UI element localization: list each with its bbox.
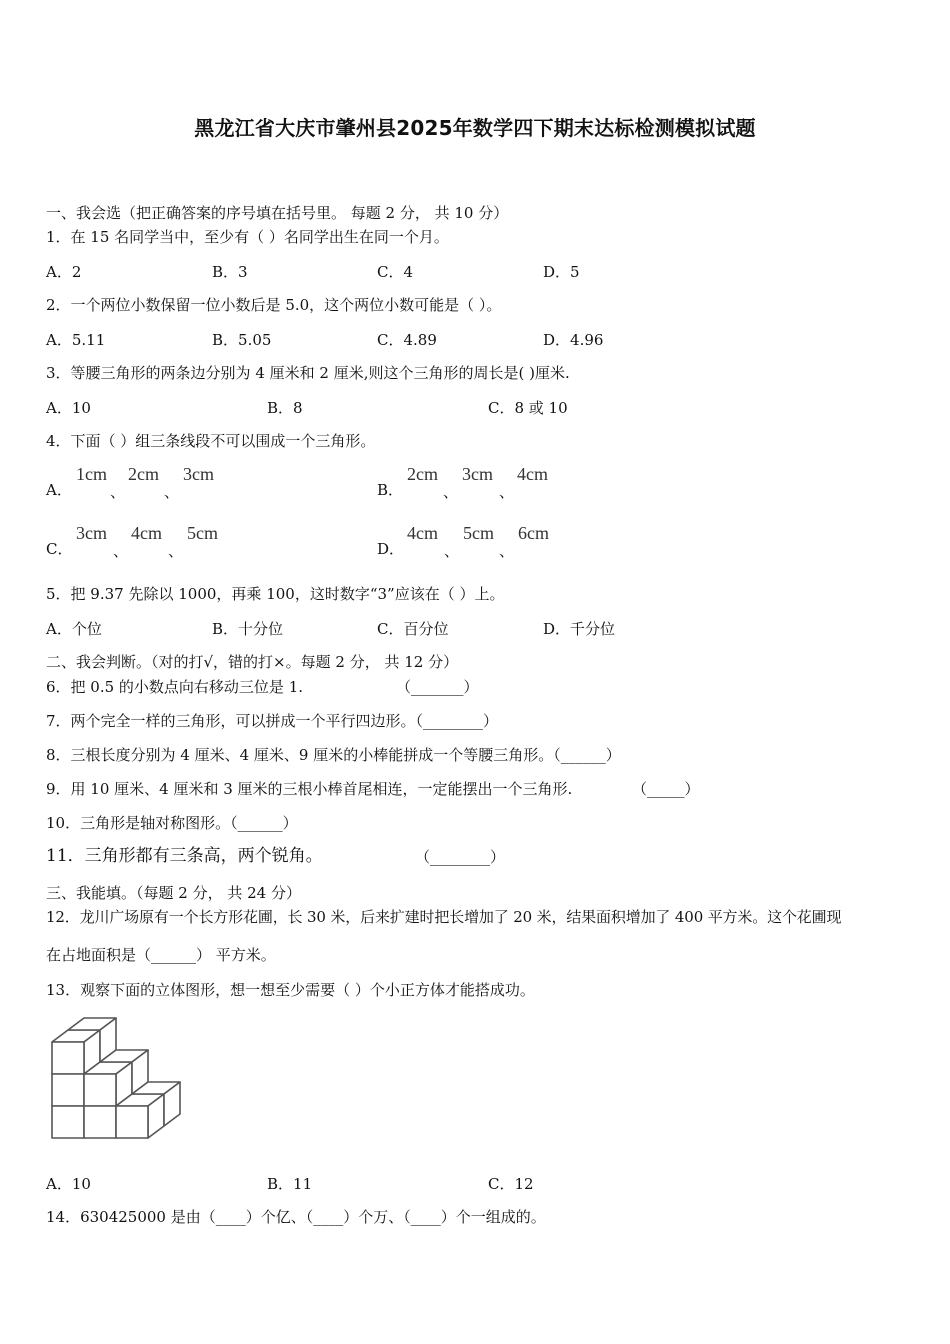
q13-option-b: B．11 [267,1175,313,1193]
question-5-text: 5．把 9.37 先除以 1000，再乘 100，这时数字“3”应该在（ ）上。 [46,585,505,603]
question-10-text: 10．三角形是轴对称图形。（______） [46,814,298,832]
question-8-text: 8．三根长度分别为 4 厘米、4 厘米、9 厘米的小棒能拼成一个等腰三角形。（______） [46,746,621,764]
question-9-text: 9．用 10 厘米、4 厘米和 3 厘米的三根小棒首尾相连，一定能摆出一个三角形. [46,780,573,798]
q4-option-a-label: A． [46,481,72,499]
q13-option-c: C．12 [488,1175,534,1193]
section-3-header: 三、我能填。（每题 2 分， 共 24 分） [46,884,301,902]
question-12-line-1: 12．龙川广场原有一个长方形花圃，长 30 米，后来扩建时把长增加了 20 米，结果面积增加了 400 平方米。这个花圃现 [46,908,842,926]
q4-b-sep-2: 、 [499,483,515,501]
q4-b-length-2: 3cm [462,464,493,484]
q13-option-a: A．10 [46,1175,91,1193]
question-4-text: 4．下面（ ）组三条线段不可以围成一个三角形。 [46,432,376,450]
q2-option-c: C．4.89 [377,331,437,349]
question-3-text: 3．等腰三角形的两条边分别为 4 厘米和 2 厘米,则这个三角形的周长是( )厘米. [46,364,570,382]
q4-a-length-2: 2cm [128,464,159,484]
page-title: 黑龙江省大庆市肇州县2025年数学四下期末达标检测模拟试题 [194,116,756,140]
q2-option-d: D．4.96 [543,331,604,349]
q4-b-length-3: 4cm [517,464,548,484]
question-6-text: 6．把 0.5 的小数点向右移动三位是 1. [46,678,304,696]
q5-option-c: C．百分位 [377,620,449,638]
section-1-header: 一、我会选（把正确答案的序号填在括号里。 每题 2 分， 共 10 分） [46,204,509,222]
q5-option-a: A．个位 [46,620,102,638]
q4-option-c-label: C． [46,540,73,558]
question-1-text: 1．在 15 名同学当中，至少有（ ）名同学出生在同一个月。 [46,228,449,246]
q4-a-length-3: 3cm [183,464,214,484]
q4-a-sep-2: 、 [164,483,180,501]
q3-option-b: B．8 [267,399,303,417]
q4-d-sep-2: 、 [499,542,515,560]
q5-option-b: B．十分位 [212,620,284,638]
q4-c-length-1: 3cm [76,523,107,543]
question-2-text: 2．一个两位小数保留一位小数后是 5.0，这个两位小数可能是（ ）。 [46,296,502,314]
section-2-header: 二、我会判断。（对的打√，错的打×。每题 2 分， 共 12 分） [46,653,459,671]
q5-option-d: D．千分位 [543,620,616,638]
question-9-blank: （_____） [632,780,700,798]
q4-a-sep-1: 、 [110,483,126,501]
question-6-blank: （_______） [396,678,479,696]
q2-option-a: A．5.11 [46,331,106,349]
q2-option-b: B．5.05 [212,331,272,349]
question-12-line-2: 在占地面积是（______） 平方米。 [46,946,276,964]
q4-d-length-3: 6cm [518,523,549,543]
q4-c-sep-2: 、 [168,542,184,560]
q4-c-length-3: 5cm [187,523,218,543]
q4-a-length-1: 1cm [76,464,107,484]
q4-d-length-2: 5cm [463,523,494,543]
q4-b-length-1: 2cm [407,464,438,484]
q4-option-b-label: B． [377,481,404,499]
q4-d-length-1: 4cm [407,523,438,543]
question-7-text: 7．两个完全一样的三角形，可以拼成一个平行四边形。（________） [46,712,499,730]
q4-c-length-2: 4cm [131,523,162,543]
q1-option-d: D．5 [543,263,580,281]
q4-option-d-label: D． [377,540,405,558]
q4-c-sep-1: 、 [113,542,129,560]
q1-option-b: B．3 [212,263,248,281]
q1-option-a: A．2 [46,263,82,281]
question-11-text: 11．三角形都有三条高，两个锐角。 [46,846,323,866]
q4-b-sep-1: 、 [443,483,459,501]
q4-d-sep-1: 、 [444,542,460,560]
cube-stack-figure [48,1012,190,1144]
q3-option-c: C．8 或 10 [488,399,568,417]
q1-option-c: C．4 [377,263,414,281]
question-14-text: 14．630425000 是由（____）个亿、（____）个万、（____）个一组成的。 [46,1208,546,1226]
question-11-blank: （________） [415,848,506,866]
question-13-text: 13．观察下面的立体图形，想一想至少需要（ ）个小正方体才能搭成功。 [46,981,535,999]
q3-option-a: A．10 [46,399,91,417]
